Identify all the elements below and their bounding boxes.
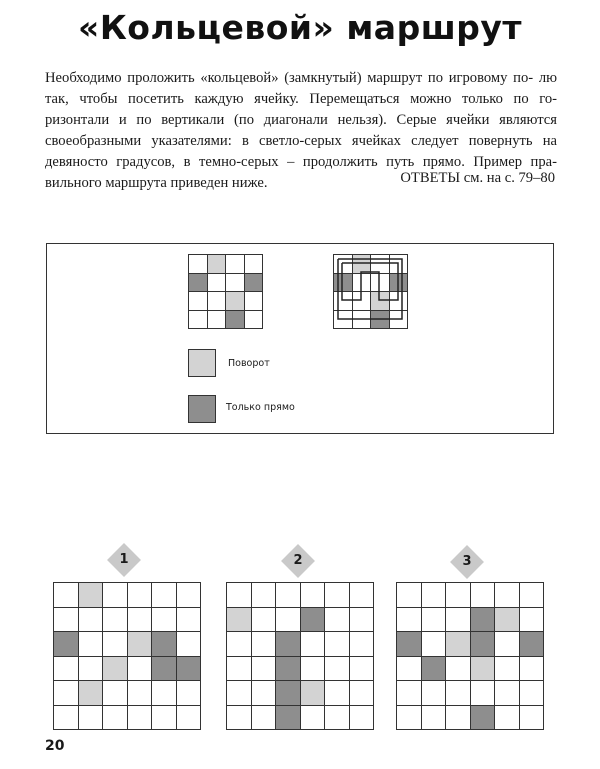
turn-cell: [103, 656, 128, 681]
example-puzzle-grid: [188, 254, 263, 329]
grid-cell: [397, 607, 422, 632]
legend-straight-swatch: [188, 395, 216, 423]
puzzle-2-number: 2: [293, 553, 303, 568]
grid-cell: [519, 607, 544, 632]
grid-cell: [54, 607, 79, 632]
grid-cell: [54, 583, 79, 608]
grid-cell: [349, 705, 374, 730]
puzzle-1-grid: [53, 582, 201, 730]
grid-cell: [446, 705, 471, 730]
straight-cell: [300, 607, 325, 632]
grid-cell: [227, 583, 252, 608]
grid-cell: [300, 632, 325, 657]
grid-cell: [152, 583, 177, 608]
straight-cell: [226, 310, 245, 329]
turn-cell: [207, 255, 226, 274]
straight-cell: [470, 607, 495, 632]
grid-cell: [103, 632, 128, 657]
answers-reference: ОТВЕТЫ см. на с. 79–80: [400, 170, 555, 186]
straight-cell: [276, 656, 301, 681]
grid-cell: [78, 656, 103, 681]
puzzle-3-grid: [396, 582, 544, 730]
grid-cell: [349, 632, 374, 657]
grid-cell: [325, 656, 350, 681]
grid-cell: [519, 656, 544, 681]
grid-cell: [276, 583, 301, 608]
straight-cell: [397, 632, 422, 657]
grid-cell: [78, 607, 103, 632]
grid-cell: [207, 273, 226, 292]
grid-cell: [397, 681, 422, 706]
straight-cell: [519, 632, 544, 657]
grid-cell: [251, 607, 276, 632]
straight-cell: [276, 632, 301, 657]
grid-cell: [470, 681, 495, 706]
grid-cell: [495, 705, 520, 730]
grid-cell: [127, 656, 152, 681]
page-number: 20: [45, 738, 65, 754]
turn-cell: [78, 681, 103, 706]
grid-cell: [103, 681, 128, 706]
puzzle-3-number: 3: [462, 554, 472, 569]
grid-cell: [176, 681, 201, 706]
grid-cell: [349, 607, 374, 632]
straight-cell: [152, 656, 177, 681]
grid-cell: [421, 632, 446, 657]
grid-cell: [226, 273, 245, 292]
intro-line: девяносто градусов, в темно-серых – продолжить путь прямо. Пример пра-: [45, 154, 557, 170]
grid-cell: [152, 607, 177, 632]
grid-cell: [421, 583, 446, 608]
intro-line: лю так, чтобы посетить каждую ячейку. Перемещаться можно только по го-: [45, 70, 557, 107]
grid-cell: [54, 656, 79, 681]
grid-cell: [349, 681, 374, 706]
grid-cell: [251, 705, 276, 730]
turn-cell: [227, 607, 252, 632]
legend-turn-label: Поворот: [228, 358, 270, 369]
grid-cell: [127, 705, 152, 730]
grid-cell: [244, 292, 263, 311]
grid-cell: [495, 632, 520, 657]
grid-cell: [421, 705, 446, 730]
grid-cell: [78, 705, 103, 730]
grid-cell: [397, 583, 422, 608]
grid-cell: [176, 607, 201, 632]
puzzle-2-grid: [226, 582, 374, 730]
grid-cell: [421, 607, 446, 632]
grid-cell: [176, 705, 201, 730]
grid-cell: [226, 255, 245, 274]
intro-line: вильного маршрута приведен ниже.: [45, 175, 268, 191]
straight-cell: [54, 632, 79, 657]
page-title: «Кольцевой» маршрут: [78, 8, 522, 47]
intro-line: своеобразными указателями: в светло-серых ячейках следует повернуть на: [45, 133, 557, 149]
intro-line: Необходимо проложить «кольцевой» (замкнутый) маршрут по игровому по-: [45, 70, 534, 86]
grid-cell: [325, 632, 350, 657]
grid-cell: [207, 292, 226, 311]
straight-cell: [152, 632, 177, 657]
grid-cell: [251, 681, 276, 706]
grid-cell: [227, 632, 252, 657]
grid-cell: [152, 681, 177, 706]
turn-cell: [470, 656, 495, 681]
legend-turn-swatch: [188, 349, 216, 377]
grid-cell: [421, 681, 446, 706]
grid-cell: [495, 681, 520, 706]
grid-cell: [446, 607, 471, 632]
straight-cell: [176, 656, 201, 681]
grid-cell: [446, 681, 471, 706]
turn-cell: [300, 681, 325, 706]
grid-cell: [227, 681, 252, 706]
grid-cell: [244, 310, 263, 329]
grid-cell: [176, 583, 201, 608]
grid-cell: [300, 583, 325, 608]
route-inner: [338, 259, 402, 319]
grid-cell: [325, 681, 350, 706]
grid-cell: [54, 681, 79, 706]
turn-cell: [78, 583, 103, 608]
straight-cell: [470, 705, 495, 730]
grid-cell: [251, 656, 276, 681]
grid-cell: [446, 583, 471, 608]
intro-line: ризонтали и по вертикали (по диагонали нельзя). Серые ячейки являются: [45, 112, 557, 128]
grid-cell: [54, 705, 79, 730]
grid-cell: [251, 583, 276, 608]
grid-cell: [519, 705, 544, 730]
grid-cell: [227, 656, 252, 681]
route-outer: [342, 263, 398, 300]
turn-cell: [495, 607, 520, 632]
grid-cell: [495, 583, 520, 608]
grid-cell: [470, 583, 495, 608]
grid-cell: [325, 583, 350, 608]
grid-cell: [78, 632, 103, 657]
grid-cell: [176, 632, 201, 657]
grid-cell: [152, 705, 177, 730]
grid-cell: [495, 656, 520, 681]
grid-cell: [397, 656, 422, 681]
grid-cell: [519, 681, 544, 706]
turn-cell: [127, 632, 152, 657]
straight-cell: [276, 705, 301, 730]
example-route-path: [333, 254, 407, 328]
straight-cell: [421, 656, 446, 681]
grid-cell: [349, 583, 374, 608]
grid-cell: [446, 656, 471, 681]
grid-cell: [189, 310, 208, 329]
grid-cell: [127, 583, 152, 608]
grid-cell: [103, 705, 128, 730]
legend-straight-label: Только прямо: [226, 402, 295, 413]
grid-cell: [325, 705, 350, 730]
straight-cell: [244, 273, 263, 292]
grid-cell: [127, 681, 152, 706]
grid-cell: [325, 607, 350, 632]
example-box: [46, 243, 554, 434]
grid-cell: [103, 607, 128, 632]
grid-cell: [251, 632, 276, 657]
grid-cell: [519, 583, 544, 608]
grid-cell: [207, 310, 226, 329]
grid-cell: [397, 705, 422, 730]
grid-cell: [227, 705, 252, 730]
grid-cell: [244, 255, 263, 274]
turn-cell: [226, 292, 245, 311]
straight-cell: [470, 632, 495, 657]
puzzle-1-number: 1: [119, 552, 129, 567]
grid-cell: [189, 255, 208, 274]
grid-cell: [349, 656, 374, 681]
grid-cell: [189, 292, 208, 311]
grid-cell: [300, 656, 325, 681]
straight-cell: [276, 681, 301, 706]
grid-cell: [127, 607, 152, 632]
grid-cell: [276, 607, 301, 632]
grid-cell: [300, 705, 325, 730]
grid-cell: [103, 583, 128, 608]
turn-cell: [446, 632, 471, 657]
straight-cell: [189, 273, 208, 292]
